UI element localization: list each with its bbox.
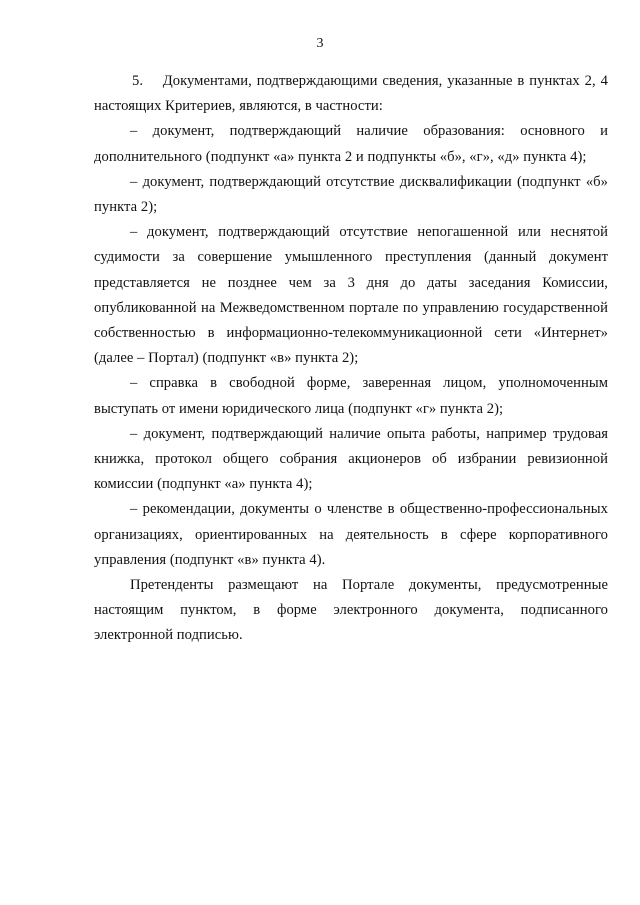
paragraph-intro: 5. Документами, подтверждающими сведения, указанные в пунктах 2, 4 настоящих Критериев, являются, в частности: <box>94 73 608 115</box>
list-item-work-experience: – документ, подтверждающий наличие опыта работы, например трудовая книжка, протокол общего собрания акционеров об избрании ревизионной комиссии (подпункт «а» пункта 4); <box>94 425 608 493</box>
paragraph-portal-upload: Претенденты размещают на Портале документы, предусмотренные настоящим пунктом, в форме электронного документа, подписанного электронной подписью. <box>94 577 608 644</box>
list-item-authorization: – справка в свободной форме, заверенная лицом, уполномоченным выступать от имени юридического лица (подпункт «г» пункта 2); <box>94 375 608 417</box>
list-item-education: – документ, подтверждающий наличие образования: основного и дополнительного (подпункт «а» пункта 2 и подпункты «б», «г», «д» пункта 4); <box>94 123 608 165</box>
list-item-recommendations: – рекомендации, документы о членстве в общественно-профессиональных организациях, ориентированных на деятельность в сфере корпоративного управления (подпункт «в» пункта 4). <box>94 501 608 568</box>
list-item-criminal-record: – документ, подтверждающий отсутствие непогашенной или неснятой судимости за совершение умышленного преступления (данный документ представляется не позднее чем за 3 дня до даты заседания Комиссии, опубликованной на Межведомственном портале по управлению государственной собственностью в информационно-телекоммуникационной сети «Интернет» (далее – Портал) (подпункт «в» пункта 2); <box>94 224 608 367</box>
document-body <box>94 69 608 649</box>
page-number: 3 <box>316 36 324 51</box>
list-item-disqualification: – документ, подтверждающий отсутствие дисквалификации (подпункт «б» пункта 2); <box>94 173 608 216</box>
